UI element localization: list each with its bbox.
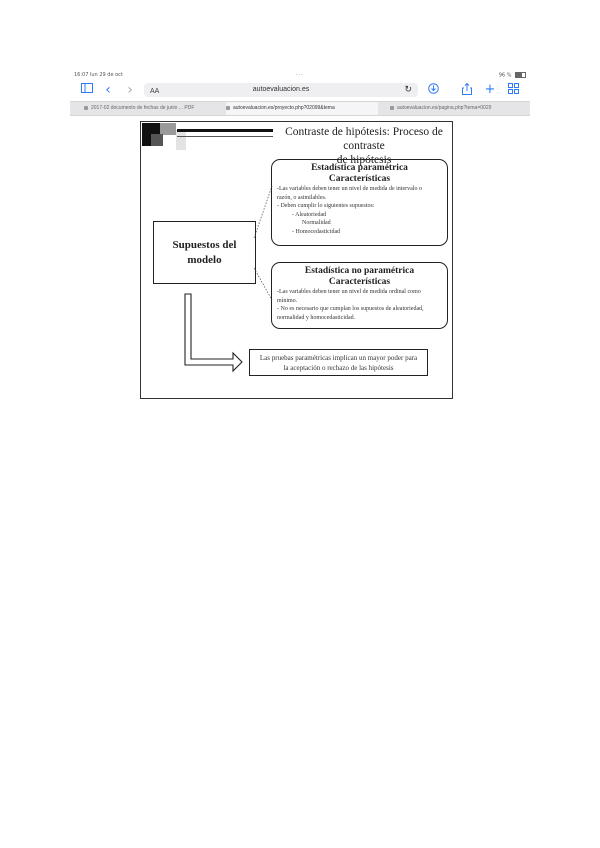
parametric-line: razón, o asimilables. — [277, 194, 327, 201]
nonparametric-line: mínimo. — [277, 297, 298, 304]
text-size-button[interactable]: AA — [150, 88, 160, 95]
parametric-line: - Aleatoriedad — [292, 211, 327, 218]
page-icon — [390, 106, 394, 110]
decorative-rule — [177, 129, 273, 132]
tab-2-label: autoevaluacion.es/proyecto.php?02099&tema — [233, 105, 335, 111]
parametric-heading-1: Estadística paramétrica — [311, 163, 408, 173]
nonparametric-box — [271, 262, 448, 329]
parametric-line: - Deben cumplir lo siguientes supuestos: — [277, 203, 375, 209]
tab-1-label: 2017-02 documento de fechas de junio ... PDF — [91, 105, 195, 111]
address-bar[interactable] — [144, 83, 418, 97]
conclusion-line2: la aceptación o rechazo de las hipótesis — [283, 363, 394, 372]
nonparametric-heading — [272, 266, 447, 288]
url-text: autoevaluacion.es — [252, 86, 310, 93]
new-tab-icon[interactable]: + — [484, 82, 496, 97]
decorative-block — [176, 130, 186, 150]
forward-button[interactable]: › — [127, 82, 133, 98]
slide — [140, 121, 453, 399]
tab-bar — [70, 101, 530, 116]
reload-icon[interactable]: ↻ — [404, 84, 412, 94]
download-icon[interactable] — [426, 83, 440, 97]
slide-title-line2: de hipótesis — [336, 154, 392, 166]
parametric-heading — [272, 163, 447, 185]
document-icon — [84, 106, 88, 110]
battery-percent: 96 % — [498, 72, 512, 79]
page-icon — [226, 106, 230, 110]
decorative-block — [151, 134, 163, 146]
conclusion-box — [249, 349, 428, 376]
browser-toolbar — [70, 80, 530, 100]
share-icon[interactable] — [460, 83, 474, 97]
parametric-line: -Las variables deben tener un nivel de medida de intervalo o — [277, 186, 422, 192]
parametric-line: - Homocedasticidad — [292, 228, 341, 235]
model-box-line2: modelo — [187, 253, 222, 266]
parametric-box — [271, 159, 448, 246]
status-battery — [499, 72, 526, 79]
parametric-heading-2: Características — [328, 174, 391, 184]
model-box-line1: Supuestos del — [172, 238, 237, 251]
nonparametric-heading-1: Estadística no paramétrica — [304, 266, 415, 276]
slide-title-line1: Contraste de hipótesis: Proceso de contraste — [285, 126, 443, 152]
dotted-connector-upper — [254, 186, 272, 238]
battery-icon — [515, 72, 526, 78]
nonparametric-heading-2: Características — [328, 277, 391, 287]
model-box — [153, 221, 256, 284]
tab-3-label: autoevaluacion.es/pagina.php?tema=0029 — [397, 105, 492, 111]
nonparametric-line: normalidad y homocedasticidad. — [277, 314, 356, 321]
nonparametric-line: -Las variables deben tener un nivel de medida ordinal como — [277, 289, 421, 295]
status-bar — [70, 70, 530, 80]
status-time: 16:07 lun 29 de oct — [74, 72, 123, 78]
down-right-arrow — [185, 294, 242, 371]
conclusion-line1: Las pruebas paramétricas implican un mayor poder para — [259, 353, 418, 362]
nonparametric-line: - No es necesario que cumplan los supuestos de aleatoriedad, — [277, 306, 424, 312]
back-button[interactable]: ‹ — [105, 82, 111, 98]
decorative-rule — [177, 136, 273, 137]
dotted-connector-lower — [254, 268, 272, 300]
tabs-icon[interactable] — [506, 83, 520, 97]
sidebar-icon[interactable] — [80, 83, 94, 97]
status-dots: ··· — [296, 72, 304, 78]
tab-2[interactable] — [226, 102, 378, 115]
tab-3[interactable] — [390, 102, 528, 115]
tab-1[interactable] — [84, 102, 224, 115]
parametric-line: Normalidad — [302, 220, 331, 226]
